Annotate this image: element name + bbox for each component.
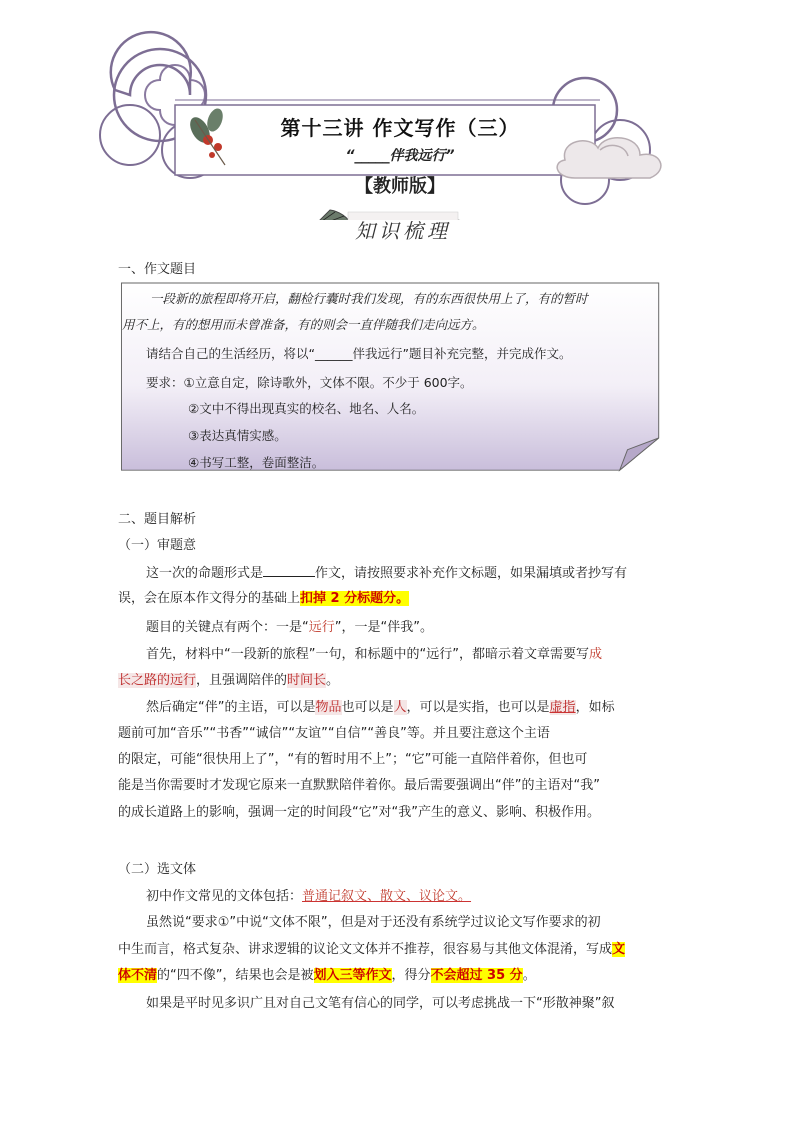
paragraph-5: 初中作文常见的文体包括：普通记叙文、散文、议论文。 <box>146 889 472 904</box>
keyword-travel: 远行 <box>308 620 335 635</box>
requirement-1: ①立意自定，除诗歌外，文体不限。不少于 600字。 <box>183 375 473 390</box>
edition-label: 【教师版】 <box>355 176 445 197</box>
paragraph-1-line-2: 误，会在原本作文得分的基础上扣掉 2 分标题分。 <box>118 591 410 606</box>
paragraph-1-line-1: 这一次的命题形式是 作文，请按照要求补充作文标题，如果漏填或者抄写有 <box>146 563 627 584</box>
genre-list: 普通记叙文、散文、议论文。 <box>302 889 472 904</box>
cloud-icon <box>557 138 661 178</box>
requirements <box>146 373 473 393</box>
subheading-topic: （一）审题意 <box>118 538 197 553</box>
paragraph-4-line-3: 的限定，可能“很快用上了”，“有的暂时用不上”；“它”可能一直陪伴着你，但也可 <box>118 752 588 767</box>
requirement-4: ④书写工整，卷面整洁。 <box>188 455 325 470</box>
paragraph-4-line-2: 题前可加“音乐”“书香”“诚信”“友谊”“自信”“善良”等。并且要注意这个主语 <box>118 726 550 741</box>
section-heading-analysis: 二、题目解析 <box>118 512 197 527</box>
highlight-penalty: 扣掉 2 分标题分。 <box>300 591 410 606</box>
prompt-task: 请结合自己的生活经历，将以“______伴我远行”题目补充完整，并完成作文。 <box>146 346 572 361</box>
subheading-genre: （二）选文体 <box>118 862 197 877</box>
paragraph-7: 如果是平时见多识广且对自己文笔有信心的同学，可以考虑挑战一下“形散神聚”叙 <box>146 996 615 1011</box>
prompt-intro-2: 用不上，有的想用而未曾准备，有的则会一直伴随我们走向远方。 <box>122 317 485 332</box>
paragraph-2: 题目的关键点有两个：一是“远行”，一是“伴我”。 <box>146 620 433 635</box>
paragraph-6-line-1: 虽然说“要求①”中说“文体不限”，但是对于还没有系统学过议论文写作要求的初 <box>146 915 601 930</box>
paragraph-6-line-2: 中生而言，格式复杂、讲求逻辑的议论文文体并不推荐，很容易与其他文体混淆，写成文 <box>118 942 626 957</box>
requirement-2: ②文中不得出现真实的校名、地名、人名。 <box>188 401 425 416</box>
keyword-duration: 时间长 <box>287 673 327 688</box>
page-title: 第十三讲 作文写作（三） <box>280 116 520 140</box>
page-subtitle: “_____伴我远行” <box>345 148 455 164</box>
paragraph-3-line-1: 首先，材料中“一段新的旅程”一句，和标题中的“远行”，都暗示着文章需要写成 <box>146 647 602 662</box>
paragraph-6-line-3: 体不清的“四不像”，结果也会是被划入三等作文，得分不会超过 35 分。 <box>118 968 536 983</box>
blank-line <box>263 563 315 577</box>
paragraph-4-line-4: 能是当你需要时才发现它原来一直默默陪伴着你。最后需要强调出“伴”的主语对“我” <box>118 778 600 793</box>
paragraph-4-line-5: 的成长道路上的影响，强调一定的时间段“它”对“我”产生的意义、影响、积极作用。 <box>118 805 600 820</box>
paragraph-3-line-2: 长之路的远行，且强调陪伴的时间长。 <box>118 673 340 688</box>
highlight-max-score: 不会超过 35 分 <box>430 968 523 983</box>
section-heading-topic: 一、作文题目 <box>118 262 197 277</box>
paragraph-4-line-1: 然后确定“伴”的主语，可以是物品也可以是人，可以是实指，也可以是虚指，如标 <box>146 700 615 715</box>
requirement-3: ③表达真情实感。 <box>188 428 287 443</box>
section-badge: 知识梳理 <box>355 219 451 243</box>
fan-icon <box>310 210 352 220</box>
prompt-intro-1: 一段新的旅程即将开启，翻检行囊时我们发现，有的东西很快用上了，有的暂时 <box>150 291 588 306</box>
keyword-growth: 长之路的远行 <box>118 673 197 688</box>
highlight-third-grade: 划入三等作文 <box>313 968 392 983</box>
requirements-label: 要求： <box>146 375 184 390</box>
